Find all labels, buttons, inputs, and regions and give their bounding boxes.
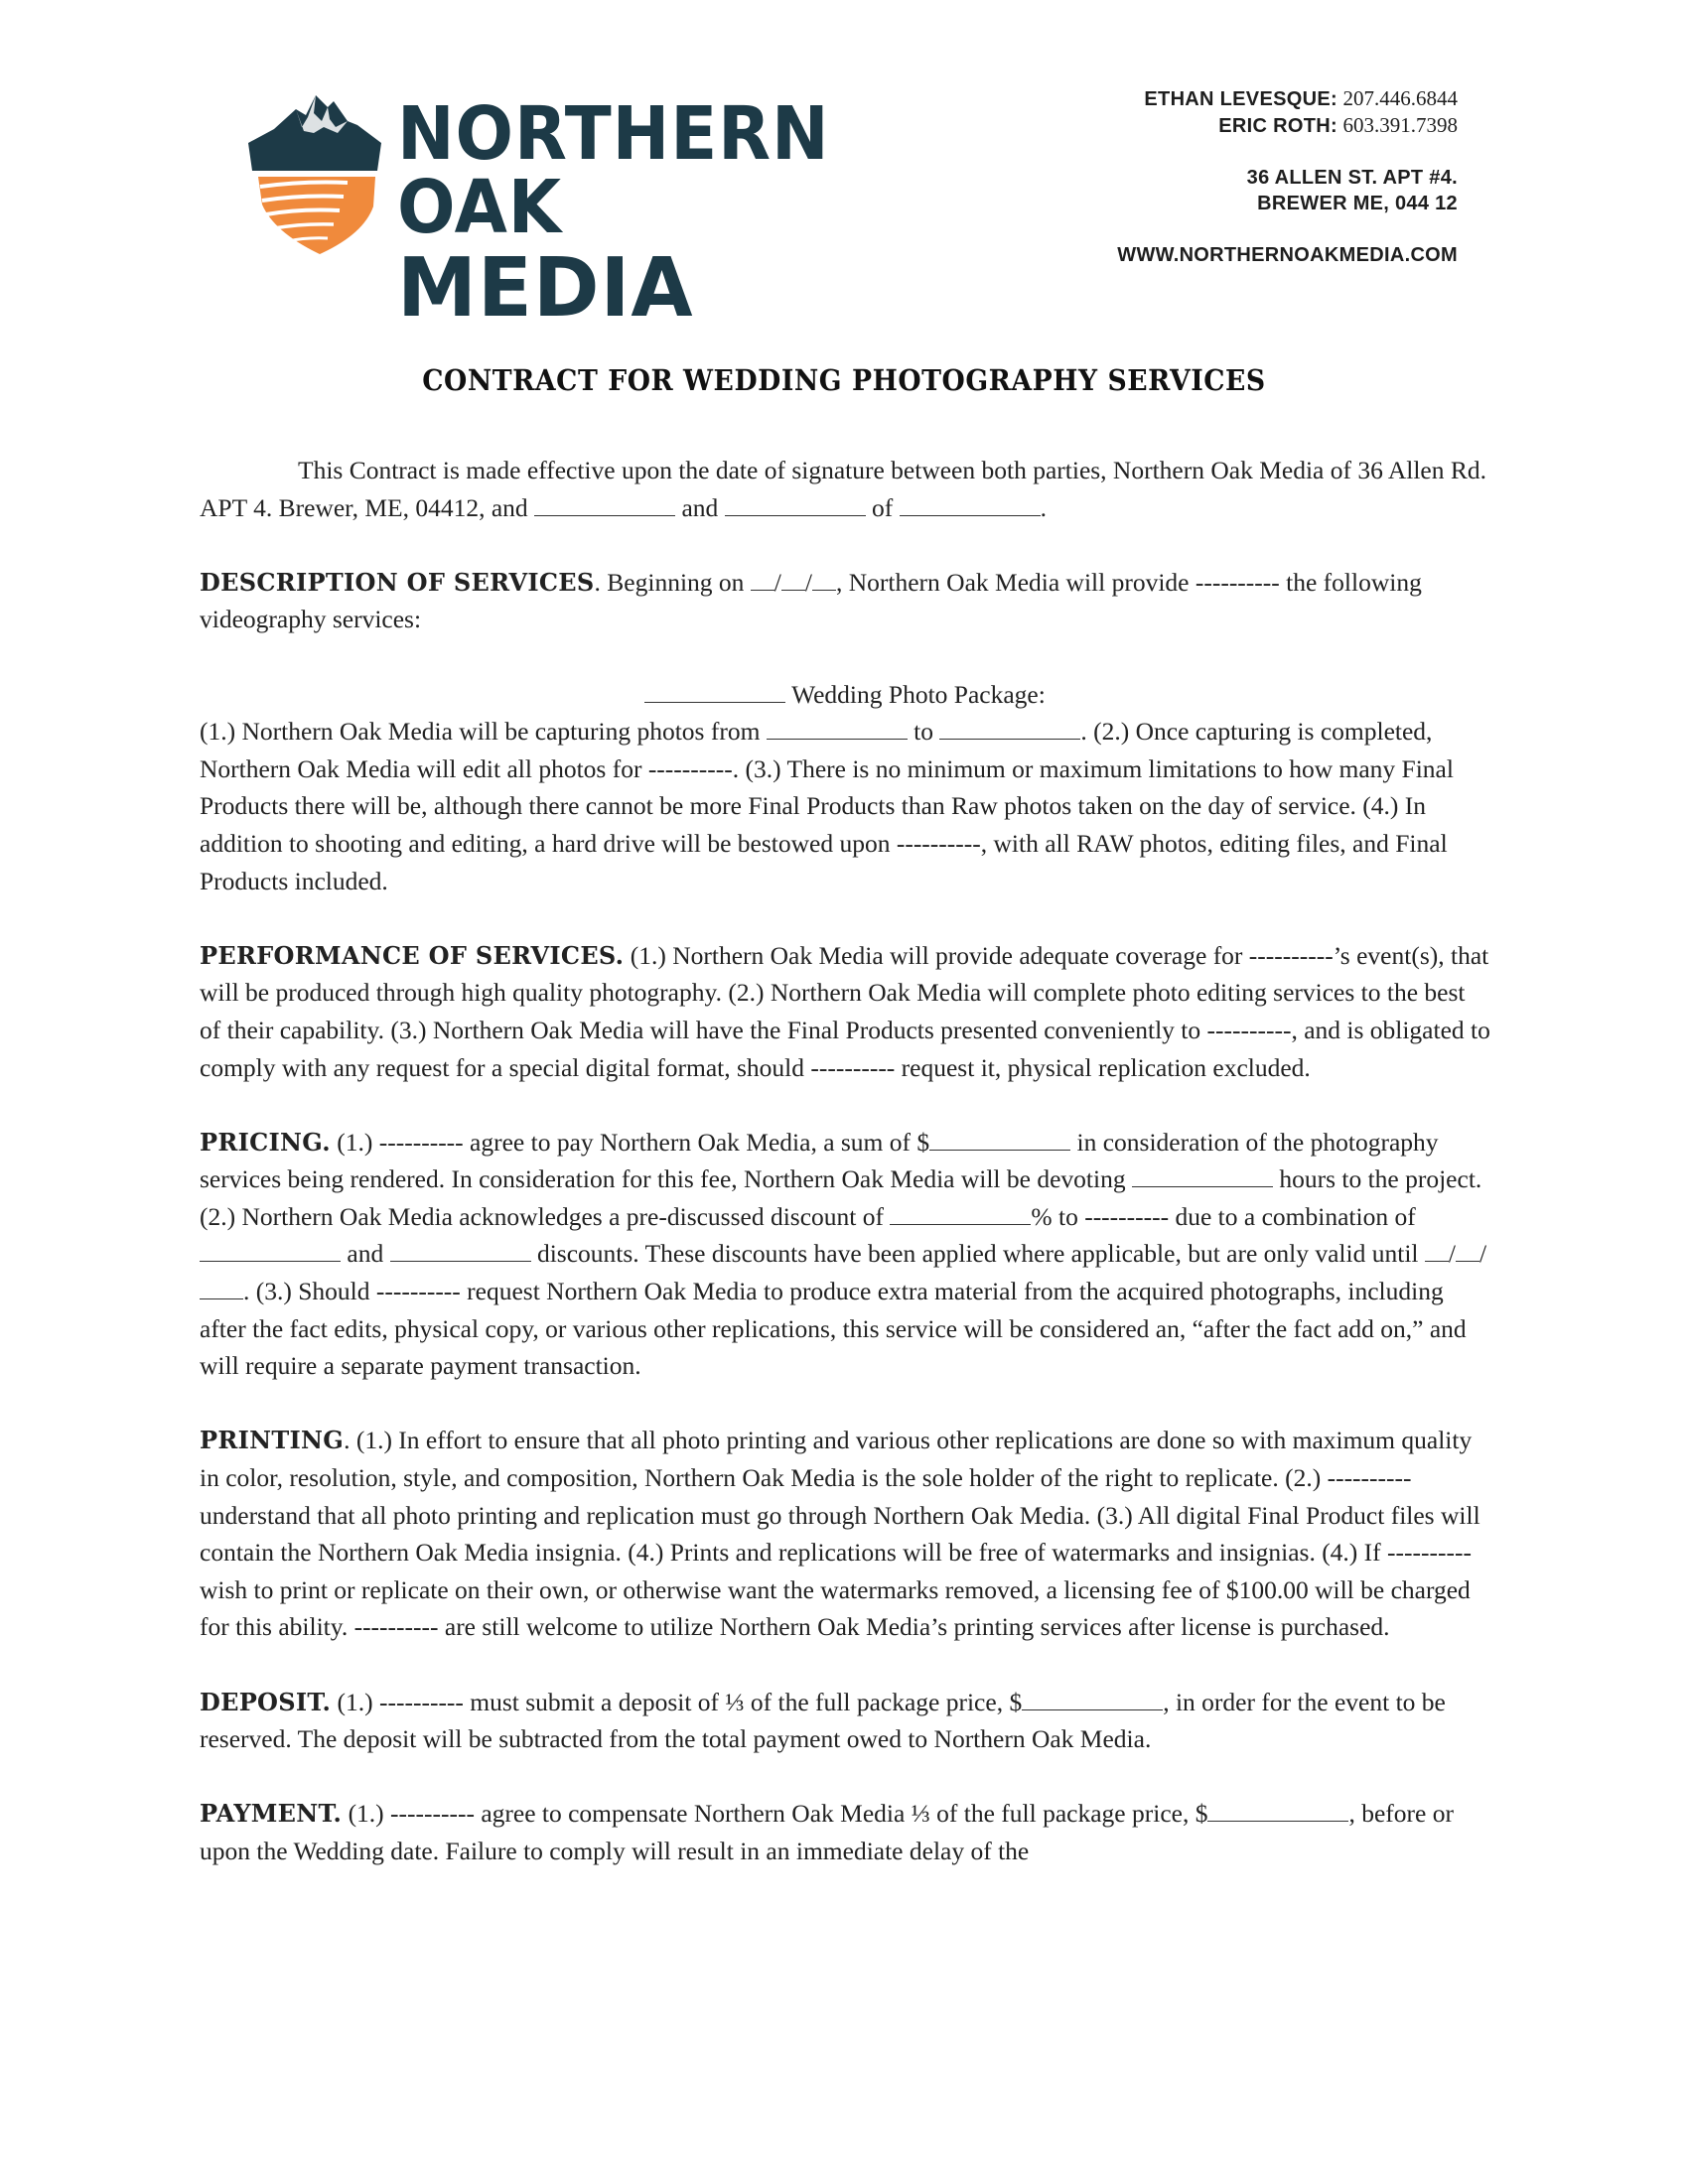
- blank-end-time-field[interactable]: [939, 717, 1080, 740]
- blank-valid-day-field[interactable]: [1456, 1239, 1479, 1262]
- text: % to ---------- due to a combination of: [1031, 1201, 1416, 1231]
- blank-valid-year-field[interactable]: [200, 1277, 243, 1299]
- payment-section: [200, 1795, 1490, 1869]
- intro-paragraph: [200, 452, 1490, 526]
- section-heading: PAYMENT.: [200, 1799, 343, 1829]
- contact-ethan: [1117, 85, 1458, 112]
- contact-eric: [1117, 112, 1458, 139]
- performance-section: [200, 937, 1490, 1086]
- text: and: [341, 1239, 390, 1269]
- text: This Contract is made effective upon the date of signature between both parties, Northern Oak Media of 36 Allen Rd. APT 4. Brewer, ME, 04412, and: [200, 456, 1486, 522]
- contact-name: ERIC ROTH:: [1218, 115, 1337, 137]
- blank-discount-type2-field[interactable]: [390, 1239, 531, 1262]
- text: to: [907, 717, 940, 747]
- text: . Beginning on: [594, 567, 751, 597]
- blank-package-field[interactable]: [644, 680, 785, 703]
- text: in consideration of the photography services being rendered. In consideration for this fee, Northern Oak Media will be devoting: [200, 1127, 1439, 1194]
- address-line2: BREWER ME, 044 12: [1257, 193, 1458, 214]
- pricing-section: [200, 1124, 1490, 1385]
- text: /: [1448, 1239, 1456, 1269]
- blank-discount-type1-field[interactable]: [200, 1239, 341, 1262]
- text: (1.) Northern Oak Media will be capturing photos from: [200, 717, 767, 747]
- blank-payment-amount-field[interactable]: [1207, 1799, 1348, 1822]
- text: /: [1478, 1239, 1487, 1269]
- logo-wordmark-line1: NORTHERN OAK: [397, 91, 830, 250]
- document-title: CONTRACT FOR WEDDING PHOTOGRAPHY SERVICES: [422, 363, 1266, 397]
- contact-phone: 207.446.6844: [1342, 86, 1458, 110]
- text: (1.) ---------- agree to compensate Northern Oak Media ⅓ of the full package price, $: [342, 1799, 1208, 1829]
- blank-start-time-field[interactable]: [767, 717, 908, 740]
- text: , in order for the event to be reserved. The deposit will be subtracted from the total payment owed to Northern Oak Media.: [200, 1687, 1446, 1754]
- section-heading: PRINTING: [200, 1426, 345, 1455]
- blank-day-field[interactable]: [781, 568, 805, 591]
- package-paragraph: [200, 713, 1490, 899]
- text: of: [865, 492, 900, 522]
- section-heading: PRICING.: [200, 1127, 331, 1157]
- text: .: [1040, 492, 1048, 522]
- contact-name: ETHAN LEVESQUE:: [1144, 88, 1337, 110]
- description-section: [200, 564, 1490, 638]
- contact-block: [1117, 85, 1458, 268]
- blank-month-field[interactable]: [751, 568, 774, 591]
- text: , before or upon the Wedding date. Failure to comply will result in an immediate delay of the: [200, 1799, 1454, 1865]
- company-logo: [244, 87, 959, 336]
- text: (1.) Northern Oak Media will provide adequate coverage for ----------’s event(s), that will be produced through high quality photography. (2.) Northern Oak Media will complete photo editing services to the best of their capability. (3.) Northern Oak Media will have the Final Products presented conveniently to ----------, and is obligated to comply with any request for a special digital format, should ---------- request it, physical replication excluded.: [200, 940, 1490, 1082]
- blank-valid-month-field[interactable]: [1425, 1239, 1449, 1262]
- acorn-mountain-icon: [244, 87, 385, 256]
- text: Wedding Photo Package:: [785, 679, 1046, 709]
- logo-wordmark-line2: MEDIA: [397, 241, 694, 336]
- text: /: [804, 567, 812, 597]
- blank-client1-field[interactable]: [534, 493, 675, 516]
- deposit-section: [200, 1684, 1490, 1758]
- printing-section: [200, 1422, 1490, 1646]
- text: (1.) ---------- agree to pay Northern Oak Media, a sum of $: [330, 1127, 930, 1157]
- text: . (1.) In effort to ensure that all photo printing and various other replications are done so with maximum quality in color, resolution, style, and composition, Northern Oak Media is the sole holder of the right to replicate. (2.) ---------- understand that all photo printing and replication must go through Northern Oak Media. (3.) All digital Final Product files will contain the Northern Oak Media insignia. (4.) Prints and replications will be free of watermarks and insignias. (4.) If ---------- wish to print or replicate on their own, or otherwise want the watermarks removed, a licensing fee of $100.00 will be charged for this ability. ---------- are still welcome to utilize Northern Oak Media’s printing services after license is purchased.: [200, 1426, 1480, 1642]
- section-heading: DESCRIPTION OF SERVICES: [200, 567, 595, 597]
- blank-client2-field[interactable]: [725, 493, 866, 516]
- text: and: [675, 492, 725, 522]
- blank-hours-field[interactable]: [1132, 1164, 1273, 1187]
- address-line1: 36 ALLEN ST. APT #4.: [1246, 167, 1458, 189]
- contact-phone: 603.391.7398: [1342, 113, 1458, 137]
- blank-location-field[interactable]: [900, 493, 1041, 516]
- text: (1.) ---------- must submit a deposit of ⅓ of the full package price, $: [331, 1687, 1023, 1716]
- section-heading: DEPOSIT.: [200, 1687, 332, 1716]
- blank-discount-field[interactable]: [890, 1202, 1031, 1225]
- text: /: [774, 567, 781, 597]
- section-heading: PERFORMANCE OF SERVICES.: [200, 940, 625, 970]
- text: . (3.) Should ---------- request Northern Oak Media to produce extra material from the acquired photographs, including after the fact edits, physical copy, or various other replications, this service will be considered an, “after the fact add on,” and will require a separate payment transaction.: [200, 1277, 1467, 1381]
- blank-year-field[interactable]: [812, 568, 836, 591]
- blank-deposit-amount-field[interactable]: [1022, 1688, 1163, 1710]
- package-label: [200, 676, 1490, 714]
- text: . (2.) Once capturing is completed, Northern Oak Media will edit all photos for ----------. (3.) There is no minimum or maximum limitations to how many Final Products there will be, although there cannot be more Final Products than Raw photos taken on the day of service. (4.) In addition to shooting and editing, a hard drive will be bestowed upon ----------, with all RAW photos, editing files, and Final Products included.: [200, 717, 1454, 895]
- text: discounts. These discounts have been applied where applicable, but are only valid until: [530, 1239, 1425, 1269]
- blank-price-field[interactable]: [929, 1128, 1070, 1151]
- text: , Northern Oak Media will provide ---------- the following videography services:: [200, 567, 1422, 634]
- contract-body: [200, 452, 1490, 1907]
- website-link[interactable]: WWW.NORTHERNOAKMEDIA.COM: [1117, 244, 1458, 266]
- text: hours to the project. (2.) Northern Oak Media acknowledges a pre-discussed discount of: [200, 1164, 1482, 1231]
